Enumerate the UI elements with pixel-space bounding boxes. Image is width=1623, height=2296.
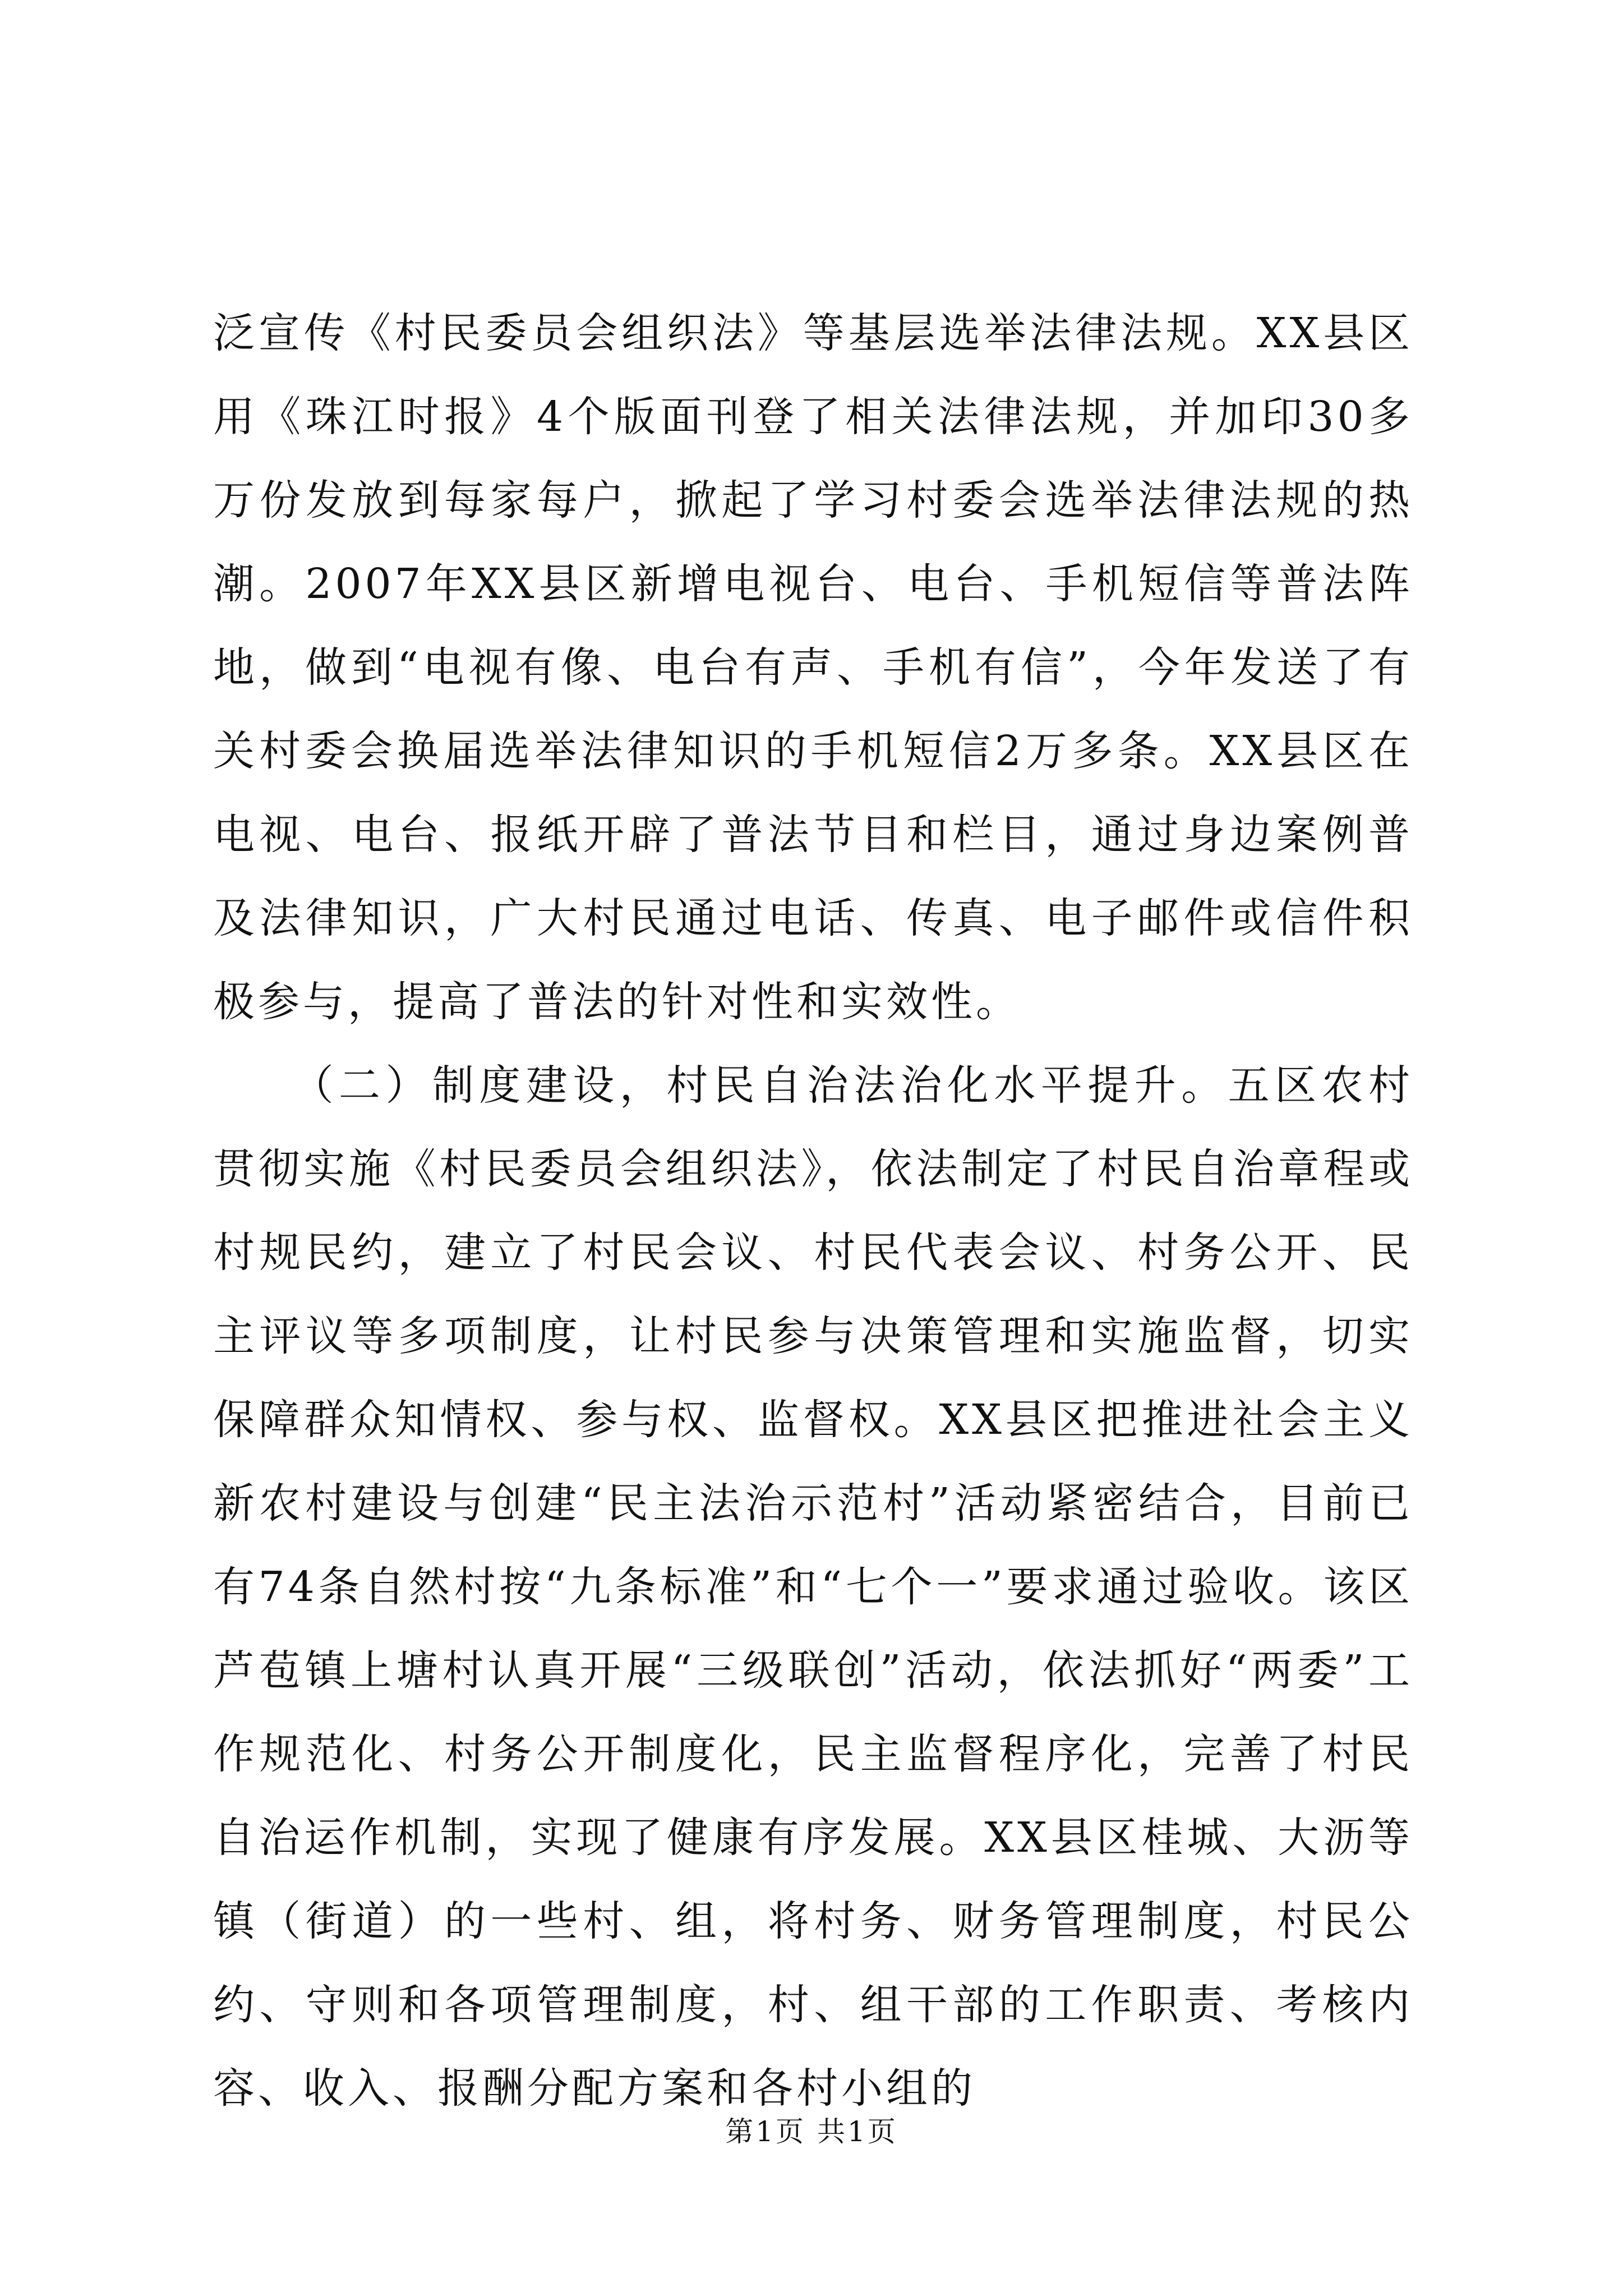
- paragraph-2: （二）制度建设，村民自治法治化水平提升。五区农村贯彻实施《村民委员会组织法》，依法制定了村民自治章程或村规民约，建立了村民会议、村民代表会议、村务公开、民主评议等多项制度，让村民参与决策管理和实施监督，切实保障群众知情权、参与权、监督权。XX县区把推进社会主义新农村建设与创建“民主法治示范村”活动紧密结合，目前已有74条自然村按“九条标准”和“七个一”要求通过验收。该区芦苞镇上塘村认真开展“三级联创”活动，依法抓好“两委”工作规范化、村务公开制度化，民主监督程序化，完善了村民自治运作机制，实现了健康有序发展。XX县区桂城、大沥等镇（街道）的一些村、组，将村务、财务管理制度，村民公约、守则和各项管理制度，村、组干部的工作职责、考核内容、收入、报酬分配方案和各村小组的: [213, 1061, 1413, 2113]
- page-footer: 第1页 共1页: [725, 2115, 898, 2148]
- document-body: [213, 292, 1413, 2131]
- paragraph-1: 泛宣传《村民委员会组织法》等基层选举法律法规。XX县区用《珠江时报》4个版面刊登了相关法律法规，并加印30多万份发放到每家每户，掀起了学习村委会选举法律法规的热潮。2007年XX县区新增电视台、电台、手机短信等普法阵地，做到“电视有像、电台有声、手机有信”，今年发送了有关村委会换届选举法律知识的手机短信2万多条。XX县区在电视、电台、报纸开辟了普法节目和栏目，通过身边案例普及法律知识，广大村民通过电话、传真、电子邮件或信件积极参与，提高了普法的针对性和实效性。: [213, 309, 1413, 1026]
